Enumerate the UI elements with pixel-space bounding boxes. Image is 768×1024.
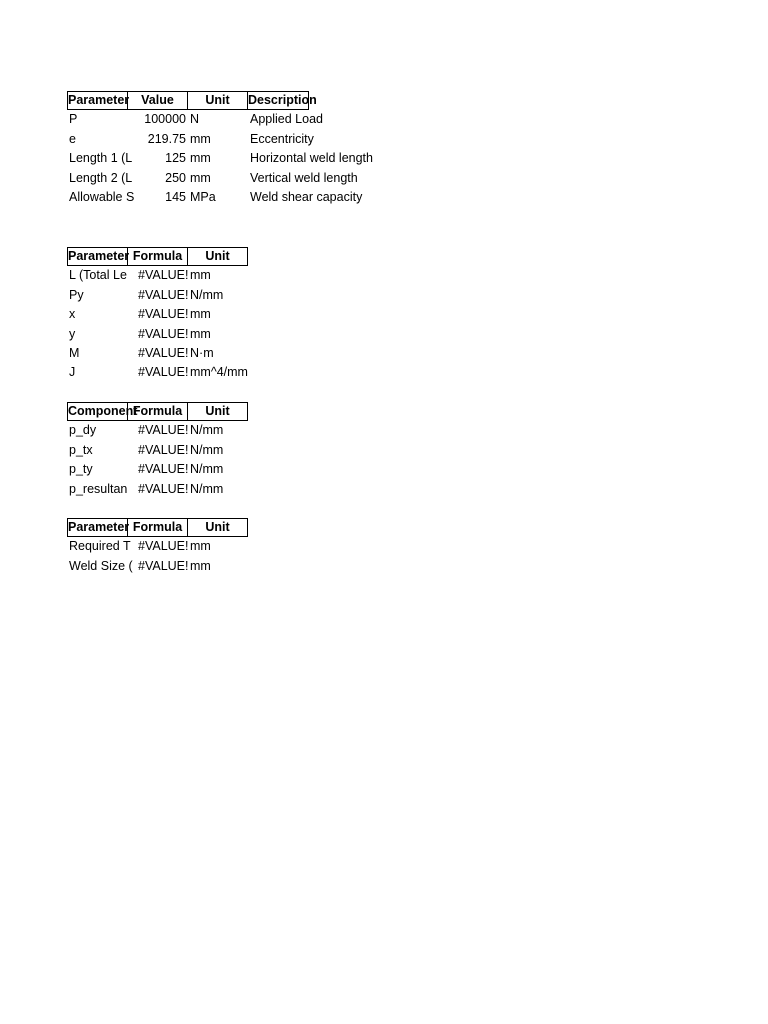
- param-cell[interactable]: Allowable S: [69, 189, 135, 204]
- param-cell[interactable]: Length 1 (L: [69, 151, 133, 166]
- unit-cell[interactable]: N/mm: [190, 462, 224, 477]
- value-cell[interactable]: 125: [165, 151, 186, 166]
- description-cell[interactable]: Applied Load: [250, 112, 323, 127]
- value-cell[interactable]: 250: [165, 170, 186, 185]
- formula-cell[interactable]: #VALUE!: [138, 365, 189, 380]
- param-cell[interactable]: P: [69, 112, 78, 127]
- unit-cell[interactable]: mm: [190, 151, 211, 166]
- param-cell[interactable]: p_resultan: [69, 481, 128, 496]
- formula-cell[interactable]: #VALUE!: [138, 268, 189, 283]
- param-cell[interactable]: J: [69, 365, 76, 380]
- unit-cell[interactable]: N/mm: [190, 481, 224, 496]
- header-cell-unit[interactable]: Unit: [188, 247, 248, 266]
- param-cell[interactable]: p_tx: [69, 442, 93, 457]
- param-cell[interactable]: e: [69, 131, 76, 146]
- header-cell-component[interactable]: Component: [67, 402, 128, 421]
- formula-cell[interactable]: #VALUE!: [138, 423, 189, 438]
- header-cell-unit[interactable]: Unit: [188, 518, 248, 537]
- unit-cell[interactable]: N/mm: [190, 423, 224, 438]
- param-cell[interactable]: x: [69, 307, 76, 322]
- param-cell[interactable]: L (Total Le: [69, 268, 127, 283]
- param-cell[interactable]: p_ty: [69, 462, 93, 477]
- value-cell[interactable]: 219.75: [147, 131, 186, 146]
- header-cell-formula[interactable]: Formula: [128, 247, 188, 266]
- unit-cell[interactable]: N·m: [190, 345, 214, 360]
- header-cell-parameter[interactable]: Parameter: [67, 91, 128, 110]
- header-cell-parameter[interactable]: Parameter: [67, 518, 128, 537]
- param-cell[interactable]: Length 2 (L: [69, 170, 133, 185]
- value-cell[interactable]: 145: [165, 189, 186, 204]
- param-cell[interactable]: p_dy: [69, 423, 97, 438]
- description-cell[interactable]: Eccentricity: [250, 131, 314, 146]
- formula-cell[interactable]: #VALUE!: [138, 307, 189, 322]
- formula-cell[interactable]: #VALUE!: [138, 481, 189, 496]
- header-cell-unit[interactable]: Unit: [188, 402, 248, 421]
- formula-cell[interactable]: #VALUE!: [138, 558, 189, 573]
- unit-cell[interactable]: mm: [190, 558, 211, 573]
- description-cell[interactable]: Vertical weld length: [250, 170, 358, 185]
- param-cell[interactable]: Required T: [69, 539, 131, 554]
- formula-cell[interactable]: #VALUE!: [138, 326, 189, 341]
- description-cell[interactable]: Weld shear capacity: [250, 189, 363, 204]
- param-cell[interactable]: M: [69, 345, 80, 360]
- formula-cell[interactable]: #VALUE!: [138, 462, 189, 477]
- param-cell[interactable]: Weld Size (: [69, 558, 133, 573]
- unit-cell[interactable]: mm^4/mm: [190, 365, 248, 380]
- unit-cell[interactable]: N/mm: [190, 287, 224, 302]
- header-cell-description[interactable]: Description: [248, 91, 309, 110]
- param-cell[interactable]: Py: [69, 287, 84, 302]
- header-cell-unit[interactable]: Unit: [188, 91, 248, 110]
- param-cell[interactable]: y: [69, 326, 76, 341]
- unit-cell[interactable]: N: [190, 112, 200, 127]
- formula-cell[interactable]: #VALUE!: [138, 539, 189, 554]
- value-cell[interactable]: 100000: [144, 112, 186, 127]
- unit-cell[interactable]: mm: [190, 326, 211, 341]
- unit-cell[interactable]: mm: [190, 131, 211, 146]
- unit-cell[interactable]: mm: [190, 307, 211, 322]
- header-cell-parameter[interactable]: Parameter: [67, 247, 128, 266]
- formula-cell[interactable]: #VALUE!: [138, 287, 189, 302]
- unit-cell[interactable]: mm: [190, 268, 211, 283]
- unit-cell[interactable]: N/mm: [190, 442, 224, 457]
- unit-cell[interactable]: MPa: [190, 189, 216, 204]
- description-cell[interactable]: Horizontal weld length: [250, 151, 373, 166]
- header-cell-value[interactable]: Value: [128, 91, 188, 110]
- header-cell-formula[interactable]: Formula: [128, 518, 188, 537]
- formula-cell[interactable]: #VALUE!: [138, 442, 189, 457]
- formula-cell[interactable]: #VALUE!: [138, 345, 189, 360]
- unit-cell[interactable]: mm: [190, 170, 211, 185]
- header-cell-formula[interactable]: Formula: [128, 402, 188, 421]
- unit-cell[interactable]: mm: [190, 539, 211, 554]
